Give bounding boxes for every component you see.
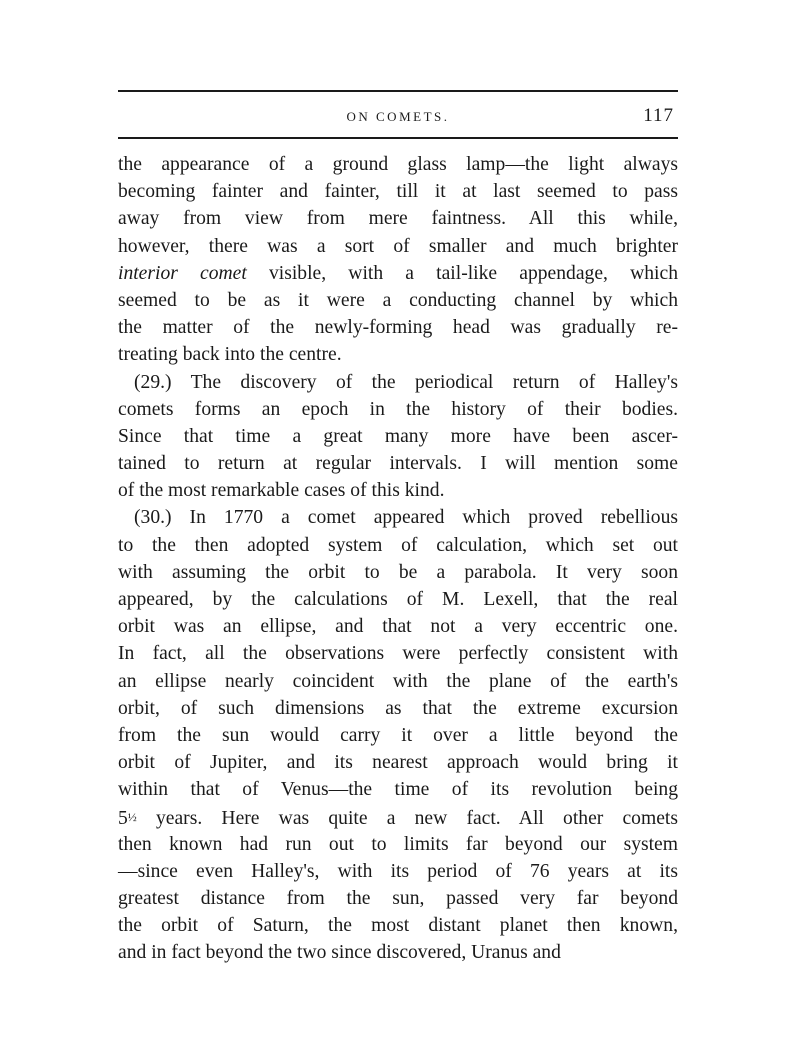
text-line: the matter of the newly-forming head was gradually re-	[118, 317, 678, 339]
text-line: from the sun would carry it over a little beyond the	[118, 724, 678, 746]
fraction: ½	[127, 809, 137, 824]
paragraph	[118, 151, 678, 369]
text-line: to the then adopted system of calculation, which set out	[118, 534, 678, 556]
running-title: ON COMETS.	[346, 109, 450, 124]
paragraph	[118, 369, 678, 505]
text-line: away from view from mere faintness. All this while,	[118, 208, 678, 230]
text-line: then known had run out to limits far beyond our system	[118, 833, 678, 855]
page-number: 117	[643, 105, 674, 126]
header-rule-bottom	[118, 137, 678, 139]
text-line: (29.) The discovery of the periodical return of Halley's	[134, 371, 678, 393]
text-line: the appearance of a ground glass lamp—the light always	[118, 154, 678, 175]
text-line: and in fact beyond the two since discovered, Uranus and	[118, 942, 561, 964]
text-line: tained to return at regular intervals. I will mention some	[118, 453, 678, 475]
text-line: comets forms an epoch in the history of their bodies.	[118, 398, 678, 420]
text-line: becoming fainter and fainter, till it at last seemed to pass	[118, 181, 678, 203]
text-line: the orbit of Saturn, the most distant planet then known,	[118, 915, 678, 937]
text-line: orbit of Jupiter, and its nearest approach would bring it	[118, 752, 678, 774]
header-rule-top	[118, 90, 678, 92]
text-line: In fact, all the observations were perfectly consistent with	[118, 643, 678, 665]
body-text	[118, 151, 678, 967]
text-line: —since even Halley's, with its period of 76 years at its	[118, 860, 678, 882]
text-line: an ellipse nearly coincident with the plane of the earth's	[118, 670, 678, 692]
text-line: orbit was an ellipse, and that not a very eccentric one.	[118, 616, 678, 638]
text-line: orbit, of such dimensions as that the extreme excursion	[118, 697, 678, 719]
text-line: (30.) In 1770 a comet appeared which proved rebellious	[134, 507, 678, 529]
paragraph	[118, 504, 678, 966]
text-line: within that of Venus—the time of its revolution being	[118, 779, 678, 801]
italic-phrase: interior comet	[118, 262, 247, 284]
running-head	[118, 105, 678, 129]
text-line: with assuming the orbit to be a parabola. It very soon	[118, 561, 678, 583]
text-line: 5½ years. Here was quite a new fact. All other comets	[118, 807, 678, 829]
text-line: Since that time a great many more have been ascer-	[118, 425, 678, 447]
text-line: greatest distance from the sun, passed very far beyond	[118, 888, 678, 910]
text-line: interior comet visible, with a tail-like appendage, which	[118, 262, 678, 284]
text-line: appeared, by the calculations of M. Lexell, that the real	[118, 589, 678, 610]
text-line: seemed to be as it were a conducting channel by which	[118, 289, 678, 311]
text-line: of the most remarkable cases of this kind.	[118, 480, 445, 502]
text-line: treating back into the centre.	[118, 344, 342, 366]
text-line: however, there was a sort of smaller and much brighter	[118, 235, 678, 257]
